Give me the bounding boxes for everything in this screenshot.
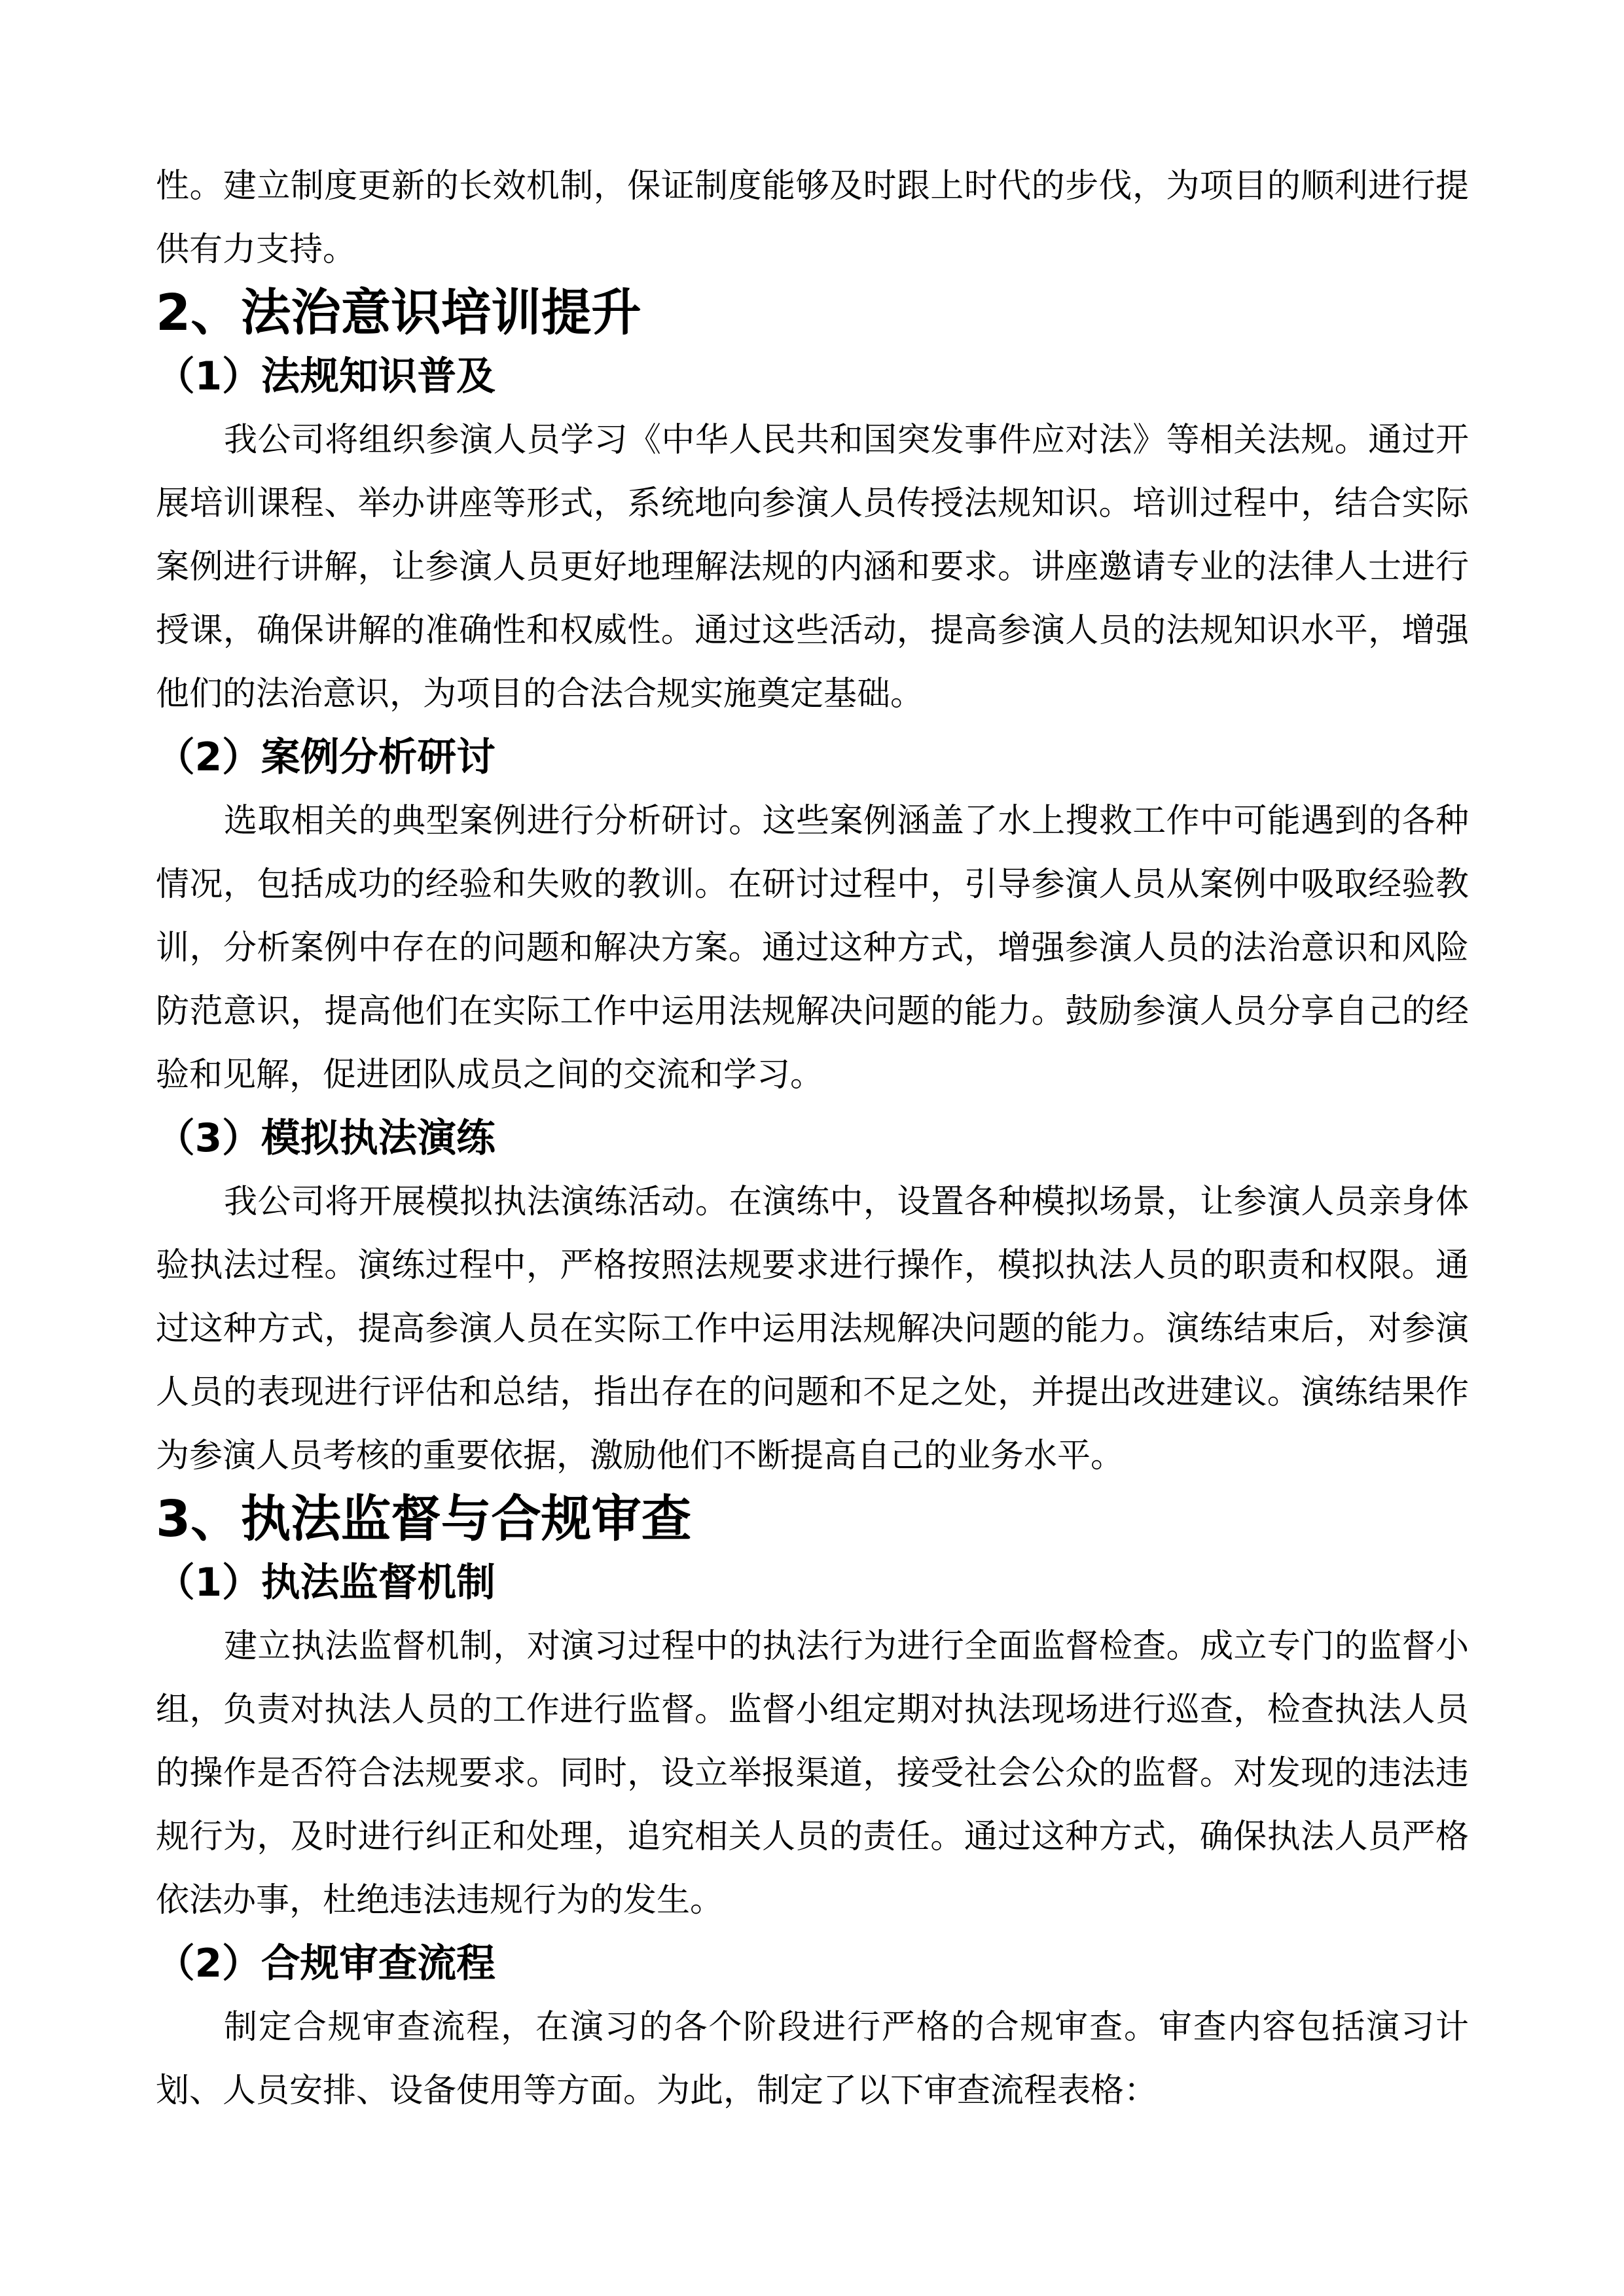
document-page [156, 154, 1469, 2123]
subheading-mock-enforcement-drill: （3）模拟执法演练 [156, 1116, 496, 1161]
subheading-supervision-mechanism: （1）执法监督机制 [156, 1560, 496, 1605]
paragraph-regulation-knowledge: 我公司将组织参演人员学习《中华人民共和国突发事件应对法》等相关法规。通过开展培训课程、举办讲座等形式，系统地向参演人员传授法规知识。培训过程中，结合实际案例进行讲解，让参演人员更好地理解法规的内涵和要求。讲座邀请专业的法律人士进行授课，确保讲解的准确性和权威性。通过这些活动，提高参演人员的法规知识水平，增强他们的法治意识，为项目的合法合规实施奠定基础。 [156, 421, 1469, 713]
section-heading-enforcement-supervision: 3、执法监督与合规审查 [156, 1490, 692, 1549]
section-heading-legal-awareness-training: 2、法治意识培训提升 [156, 284, 641, 342]
paragraph-mock-enforcement-drill: 我公司将开展模拟执法演练活动。在演练中，设置各种模拟场景，让参演人员亲身体验执法过程。演练过程中，严格按照法规要求进行操作，模拟执法人员的职责和权限。通过这种方式，提高参演人员在实际工作中运用法规解决问题的能力。演练结束后，对参演人员的表现进行评估和总结，指出存在的问题和不足之处，并提出改进建议。演练结果作为参演人员考核的重要依据，激励他们不断提高自己的业务水平。 [156, 1183, 1469, 1475]
subheading-regulation-knowledge: （1）法规知识普及 [156, 354, 496, 399]
paragraph-case-analysis: 选取相关的典型案例进行分析研讨。这些案例涵盖了水上搜救工作中可能遇到的各种情况，包括成功的经验和失败的教训。在研讨过程中，引导参演人员从案例中吸取经验教训，分析案例中存在的问题和解决方案。通过这种方式，增强参演人员的法治意识和风险防范意识，提高他们在实际工作中运用法规解决问题的能力。鼓励参演人员分享自己的经验和见解，促进团队成员之间的交流和学习。 [156, 802, 1469, 1094]
paragraph-continuation: 性。建立制度更新的长效机制，保证制度能够及时跟上时代的步伐，为项目的顺利进行提供有力支持。 [156, 167, 1469, 269]
paragraph-compliance-review-process: 制定合规审查流程，在演习的各个阶段进行严格的合规审查。审查内容包括演习计划、人员安排、设备使用等方面。为此，制定了以下审查流程表格： [156, 2008, 1469, 2110]
paragraph-supervision-mechanism: 建立执法监督机制，对演习过程中的执法行为进行全面监督检查。成立专门的监督小组，负责对执法人员的工作进行监督。监督小组定期对执法现场进行巡查，检查执法人员的操作是否符合法规要求。同时，设立举报渠道，接受社会公众的监督。对发现的违法违规行为，及时进行纠正和处理，追究相关人员的责任。通过这种方式，确保执法人员严格依法办事，杜绝违法违规行为的发生。 [156, 1627, 1469, 1920]
subheading-case-analysis: （2）案例分析研讨 [156, 735, 496, 780]
subheading-compliance-review-process: （2）合规审查流程 [156, 1941, 496, 1986]
